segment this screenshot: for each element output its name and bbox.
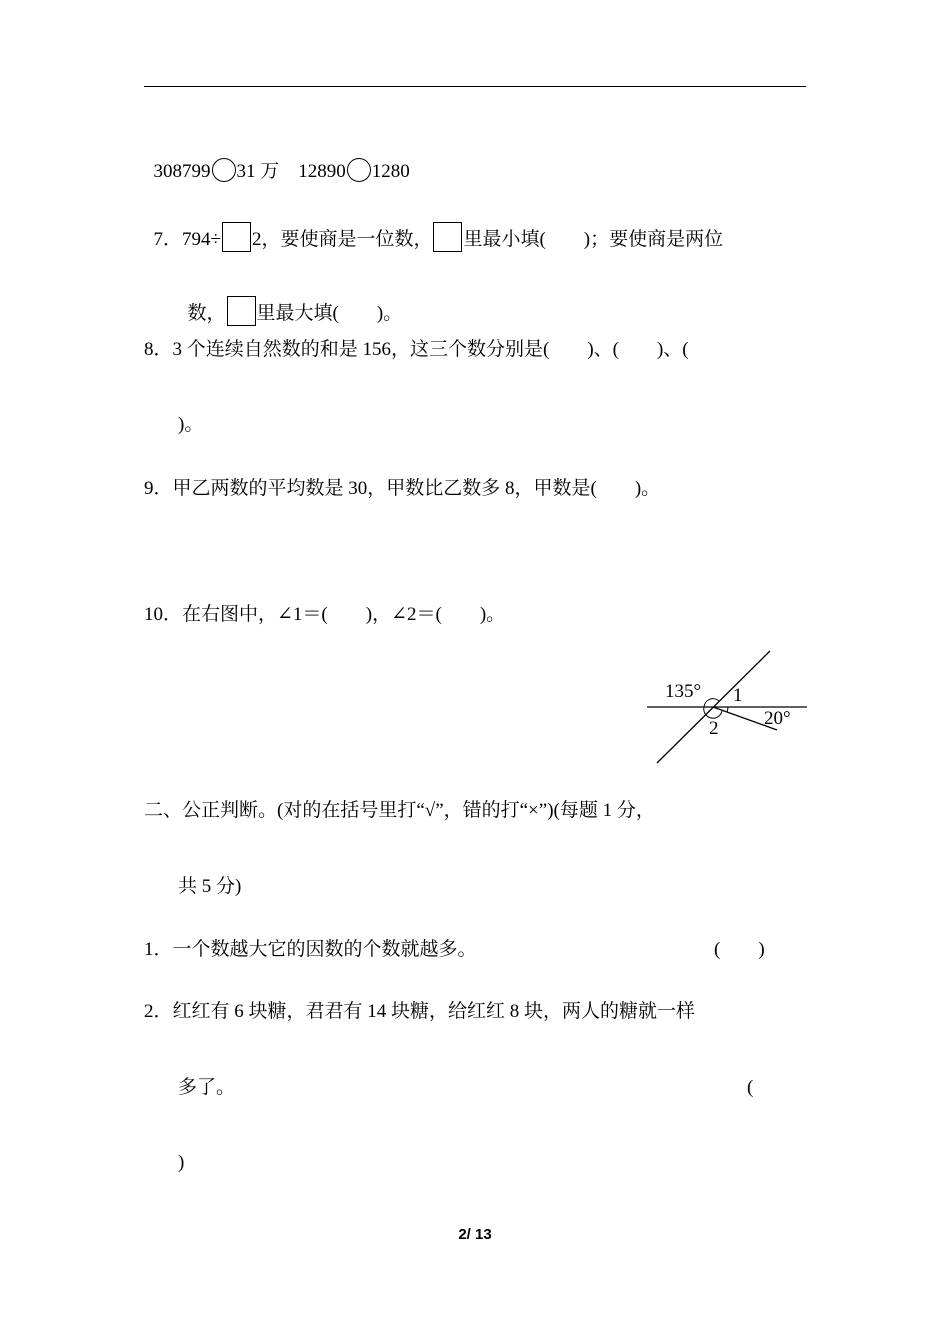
- compare-line: [144, 134, 410, 184]
- question-8-line-1: 8．3 个连续自然数的和是 156，这三个数分别是( )、( )、(: [144, 339, 689, 360]
- judgment-1: 1．一个数越大它的因数的个数就越多。: [144, 939, 477, 960]
- question-8-line-2: )。: [178, 414, 204, 435]
- angle-figure: [640, 645, 812, 770]
- compare-b-left: 12890: [298, 161, 346, 182]
- header-rule: [144, 86, 806, 87]
- question-7-line-1: [144, 198, 723, 252]
- question-7-number: 7．: [153, 229, 183, 250]
- judgment-2-line-1: 2．红红有 6 块糖，君君有 14 块糖，给红红 8 块，两人的糖就一样: [144, 1001, 696, 1022]
- label-20: 20°: [764, 708, 791, 729]
- label-135: 135°: [665, 681, 702, 702]
- judgment-2-answer-open[interactable]: (: [747, 1077, 754, 1098]
- section-2-title-cont: 共 5 分): [178, 876, 242, 897]
- compare-a-left: 308799: [153, 161, 211, 182]
- angle-arc-1: [727, 707, 728, 712]
- judgment-1-answer[interactable]: ( ): [714, 939, 765, 960]
- question-7-text-c: 数，: [187, 303, 226, 324]
- answer-box-1[interactable]: [222, 222, 251, 252]
- question-7-line-2: [178, 272, 402, 326]
- label-angle-2: 2: [709, 718, 719, 739]
- question-9: 9．甲乙两数的平均数是 30，甲数比乙数多 8，甲数是( )。: [144, 478, 661, 499]
- compare-b-right: 1280: [371, 161, 410, 182]
- answer-box-2[interactable]: [433, 222, 462, 252]
- label-angle-1: 1: [733, 685, 743, 706]
- section-2-title: 二、公正判断。(对的在括号里打“√”，错的打“×”)(每题 1 分，: [144, 800, 655, 821]
- page-number: 2/ 13: [458, 1226, 492, 1243]
- compare-a-right: 31 万: [236, 161, 280, 182]
- judgment-2-line-2: 多了。: [178, 1077, 236, 1098]
- question-7-text-d: 里最大填( )。: [256, 303, 403, 324]
- judgment-2-answer-close: ): [178, 1152, 185, 1173]
- question-7-text-a: 2，要使商是一位数，: [251, 229, 433, 250]
- question-7-dividend: 794÷: [182, 229, 221, 250]
- question-10: 10．在右图中，∠1＝( )，∠2＝( )。: [144, 604, 506, 625]
- answer-circle-1[interactable]: [212, 158, 236, 182]
- answer-circle-2[interactable]: [347, 158, 371, 182]
- answer-box-3[interactable]: [227, 296, 256, 326]
- angle-arc-135: [704, 699, 719, 707]
- question-7-text-b: 里最小填( )；要使商是两位: [463, 229, 724, 250]
